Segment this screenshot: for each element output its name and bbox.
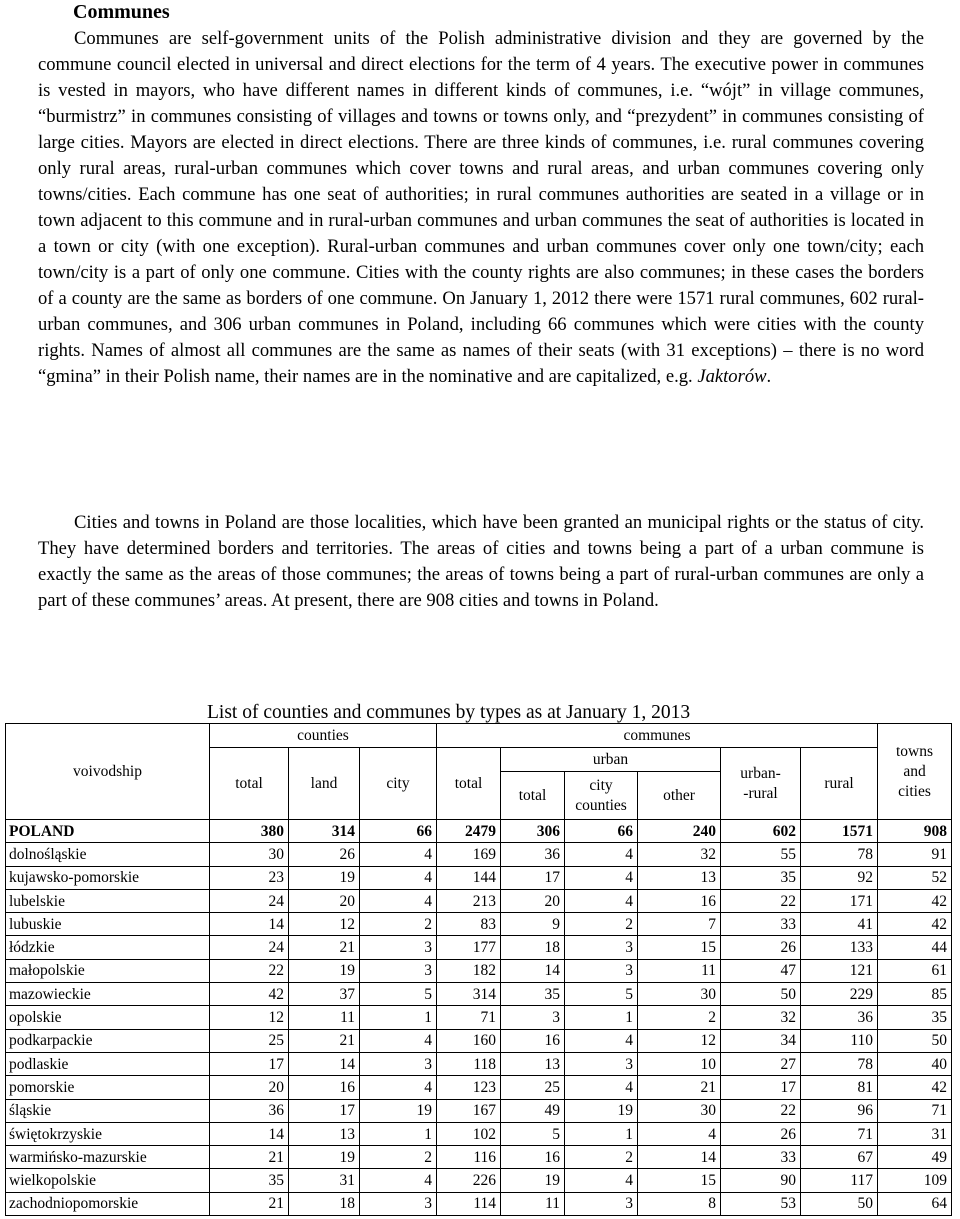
header-urban: urban	[501, 748, 721, 772]
table-cell: 17	[289, 1099, 360, 1122]
table-cell: 18	[289, 1192, 360, 1215]
table-cell: 12	[210, 1006, 289, 1029]
table-cell: 32	[721, 1006, 801, 1029]
table-cell: 27	[721, 1052, 801, 1075]
counties-communes-table	[5, 723, 952, 1216]
table-cell: 19	[289, 1146, 360, 1169]
table-cell: 3	[565, 936, 638, 959]
table-cell: 67	[801, 1146, 878, 1169]
table-cell: 16	[501, 1146, 565, 1169]
table-cell: 11	[638, 959, 721, 982]
table-cell: 85	[878, 983, 952, 1006]
table-cell: 31	[289, 1169, 360, 1192]
header-counties: counties	[210, 724, 437, 748]
table-row	[6, 1076, 952, 1099]
table-cell: 4	[360, 1029, 437, 1052]
voivodship-name: zachodniopomorskie	[6, 1192, 210, 1215]
table-cell: 26	[721, 936, 801, 959]
table-cell: 5	[501, 1122, 565, 1145]
table-caption: List of counties and communes by types as at January 1, 2013	[207, 702, 691, 723]
section-heading: Communes	[73, 1, 170, 23]
table-cell: 11	[289, 1006, 360, 1029]
table-cell: 32	[638, 843, 721, 866]
table-cell: 36	[801, 1006, 878, 1029]
table-cell: 160	[437, 1029, 501, 1052]
table-cell: 49	[878, 1146, 952, 1169]
table-cell: 1	[360, 1122, 437, 1145]
table-cell: 5	[360, 983, 437, 1006]
table-cell: 14	[501, 959, 565, 982]
table-cell: 15	[638, 936, 721, 959]
table-row	[6, 1006, 952, 1029]
table-cell: 3	[360, 959, 437, 982]
table-cell: 21	[289, 936, 360, 959]
table-cell: 21	[210, 1192, 289, 1215]
table-cell: 1	[565, 1006, 638, 1029]
table-cell: 92	[801, 866, 878, 889]
table-cell: 50	[801, 1192, 878, 1215]
table-cell: 71	[801, 1122, 878, 1145]
header-land: land	[289, 748, 360, 820]
table-cell: 96	[801, 1099, 878, 1122]
table-cell: 36	[210, 1099, 289, 1122]
table-cell: 12	[638, 1029, 721, 1052]
table-cell: 4	[565, 1029, 638, 1052]
table-cell: 24	[210, 889, 289, 912]
voivodship-name: pomorskie	[6, 1076, 210, 1099]
header-rural: rural	[801, 748, 878, 820]
table-cell: 35	[721, 866, 801, 889]
table-cell: 3	[360, 1192, 437, 1215]
header-voivodship: voivodship	[6, 724, 210, 820]
table-row	[6, 913, 952, 936]
table-cell: 2	[638, 1006, 721, 1029]
table-cell: 380	[210, 820, 289, 843]
voivodship-name: opolskie	[6, 1006, 210, 1029]
table-cell: 9	[501, 913, 565, 936]
table-cell: 30	[638, 1099, 721, 1122]
table-cell: 2	[360, 913, 437, 936]
table-cell: 52	[878, 866, 952, 889]
table-cell: 30	[638, 983, 721, 1006]
voivodship-name: lubelskie	[6, 889, 210, 912]
table-cell: 13	[289, 1122, 360, 1145]
header-towns-and-cities: towns and cities	[878, 724, 952, 820]
table-cell: 30	[210, 843, 289, 866]
table-cell: 21	[289, 1029, 360, 1052]
table-cell: 31	[878, 1122, 952, 1145]
table-cell: 13	[638, 866, 721, 889]
voivodship-name: POLAND	[6, 820, 210, 843]
header-counties-total: total	[210, 748, 289, 820]
table-row	[6, 1146, 952, 1169]
table-cell: 22	[721, 1099, 801, 1122]
table-cell: 18	[501, 936, 565, 959]
table-cell: 118	[437, 1052, 501, 1075]
header-communes: communes	[437, 724, 878, 748]
table-cell: 21	[210, 1146, 289, 1169]
table-cell: 4	[360, 889, 437, 912]
voivodship-name: dolnośląskie	[6, 843, 210, 866]
table-cell: 908	[878, 820, 952, 843]
voivodship-name: podlaskie	[6, 1052, 210, 1075]
table-cell: 306	[501, 820, 565, 843]
table-cell: 36	[501, 843, 565, 866]
table-cell: 4	[565, 1076, 638, 1099]
table-cell: 66	[360, 820, 437, 843]
table-cell: 61	[878, 959, 952, 982]
table-cell: 229	[801, 983, 878, 1006]
table-cell: 19	[289, 959, 360, 982]
table-cell: 177	[437, 936, 501, 959]
table-cell: 42	[878, 913, 952, 936]
table-cell: 3	[565, 1192, 638, 1215]
table-cell: 16	[289, 1076, 360, 1099]
table-cell: 83	[437, 913, 501, 936]
voivodship-name: śląskie	[6, 1099, 210, 1122]
table-cell: 16	[638, 889, 721, 912]
table-cell: 50	[878, 1029, 952, 1052]
table-cell: 21	[638, 1076, 721, 1099]
table-cell: 26	[289, 843, 360, 866]
table-cell: 26	[721, 1122, 801, 1145]
table-cell: 91	[878, 843, 952, 866]
voivodship-name: wielkopolskie	[6, 1169, 210, 1192]
table-cell: 49	[501, 1099, 565, 1122]
table-cell: 35	[501, 983, 565, 1006]
table-cell: 17	[721, 1076, 801, 1099]
table-row	[6, 843, 952, 866]
table-cell: 20	[289, 889, 360, 912]
table-cell: 4	[565, 843, 638, 866]
table-cell: 240	[638, 820, 721, 843]
table-cell: 182	[437, 959, 501, 982]
table-cell: 314	[437, 983, 501, 1006]
table-cell: 71	[878, 1099, 952, 1122]
paragraph-communes	[38, 26, 924, 390]
table-cell: 8	[638, 1192, 721, 1215]
table-cell: 7	[638, 913, 721, 936]
table-row	[6, 936, 952, 959]
table-cell: 602	[721, 820, 801, 843]
table-row	[6, 1029, 952, 1052]
paragraph-cities-towns	[38, 510, 924, 614]
voivodship-name: kujawsko-pomorskie	[6, 866, 210, 889]
table-row	[6, 889, 952, 912]
table-cell: 19	[565, 1099, 638, 1122]
table-cell: 1	[360, 1006, 437, 1029]
table-cell: 4	[360, 843, 437, 866]
table-cell: 2	[565, 913, 638, 936]
table-cell: 20	[210, 1076, 289, 1099]
table-cell: 4	[565, 889, 638, 912]
table-cell: 22	[721, 889, 801, 912]
voivodship-name: małopolskie	[6, 959, 210, 982]
table-row	[6, 983, 952, 1006]
table-row	[6, 866, 952, 889]
table-cell: 81	[801, 1076, 878, 1099]
table-cell: 25	[210, 1029, 289, 1052]
table-cell: 42	[878, 889, 952, 912]
table-cell: 117	[801, 1169, 878, 1192]
table-cell: 42	[210, 983, 289, 1006]
table-cell: 34	[721, 1029, 801, 1052]
table-cell: 25	[501, 1076, 565, 1099]
header-communes-total: total	[437, 748, 501, 820]
table-cell: 50	[721, 983, 801, 1006]
table-cell: 16	[501, 1029, 565, 1052]
table-cell: 35	[210, 1169, 289, 1192]
header-urban-rural: urban- -rural	[721, 748, 801, 820]
table-cell: 14	[289, 1052, 360, 1075]
table-cell: 133	[801, 936, 878, 959]
table-cell: 37	[289, 983, 360, 1006]
italic-text-run: Jaktorów	[697, 366, 767, 387]
table-cell: 114	[437, 1192, 501, 1215]
table-body	[6, 820, 952, 1216]
text-run: .	[766, 366, 772, 387]
table-cell: 4	[638, 1122, 721, 1145]
table-cell: 40	[878, 1052, 952, 1075]
voivodship-name: podkarpackie	[6, 1029, 210, 1052]
table-cell: 3	[501, 1006, 565, 1029]
table-cell: 15	[638, 1169, 721, 1192]
table-cell: 1571	[801, 820, 878, 843]
table-cell: 4	[565, 1169, 638, 1192]
table-cell: 3	[360, 936, 437, 959]
table-cell: 11	[501, 1192, 565, 1215]
table-row	[6, 820, 952, 843]
table-cell: 71	[437, 1006, 501, 1029]
table-cell: 1	[565, 1122, 638, 1145]
table-row	[6, 1169, 952, 1192]
voivodship-name: lubuskie	[6, 913, 210, 936]
table-cell: 22	[210, 959, 289, 982]
header-city-counties: city counties	[565, 772, 638, 820]
table-cell: 33	[721, 1146, 801, 1169]
table-cell: 4	[360, 1169, 437, 1192]
table-cell: 110	[801, 1029, 878, 1052]
table-cell: 121	[801, 959, 878, 982]
text-run: Communes are self-government units of the Polish administrative division and they are governed by the commune council elected in universal and direct elections for the term of 4 years. The executive power in communes is vested in mayors, who have different names in different kinds of communes, i.e. “wójt” in village communes, “burmistrz” in communes consisting of villages and towns or towns only, and “prezydent” in communes consisting of large cities. Mayors are elected in direct elections. There are three kinds of communes, i.e. rural communes covering only rural areas, rural-urban communes which cover towns and rural areas, and urban communes covering only towns/cities. Each commune has one seat of authorities; in rural communes authorities are seated in a village or in town adjacent to this commune and in rural-urban communes and urban communes the seat of authorities is located in a town or city (with one exception). Rural-urban communes and urban communes cover only one town/city; each town/city is a part of only one commune. Cities with the county rights are also communes; in these cases the borders of a county are the same as borders of one commune. On January 1, 2012 there were 1571 rural communes, 602 rural-urban communes, and 306 urban communes in Poland, including 66 communes which were cities with the county rights. Names of almost all communes are the same as names of their seats (with 31 exceptions) – there is no word “gmina” in their Polish name, their names are in the nominative and are capitalized, e.g.	[38, 28, 924, 387]
table-cell: 5	[565, 983, 638, 1006]
table-cell: 14	[210, 1122, 289, 1145]
table-cell: 169	[437, 843, 501, 866]
table-cell: 78	[801, 843, 878, 866]
table-cell: 53	[721, 1192, 801, 1215]
table-cell: 213	[437, 889, 501, 912]
table-cell: 90	[721, 1169, 801, 1192]
table-cell: 171	[801, 889, 878, 912]
table-cell: 64	[878, 1192, 952, 1215]
table-cell: 3	[360, 1052, 437, 1075]
table-cell: 78	[801, 1052, 878, 1075]
table-cell: 19	[360, 1099, 437, 1122]
table-cell: 109	[878, 1169, 952, 1192]
table-row	[6, 1052, 952, 1075]
table-row	[6, 1099, 952, 1122]
table-cell: 10	[638, 1052, 721, 1075]
table-cell: 14	[638, 1146, 721, 1169]
table-cell: 20	[501, 889, 565, 912]
table-cell: 2479	[437, 820, 501, 843]
table-cell: 12	[289, 913, 360, 936]
header-urban-total: total	[501, 772, 565, 820]
table-cell: 3	[565, 959, 638, 982]
table-cell: 66	[565, 820, 638, 843]
table-cell: 33	[721, 913, 801, 936]
table-cell: 2	[360, 1146, 437, 1169]
table-cell: 17	[210, 1052, 289, 1075]
header-city: city	[360, 748, 437, 820]
table-cell: 44	[878, 936, 952, 959]
table-cell: 167	[437, 1099, 501, 1122]
table-cell: 55	[721, 843, 801, 866]
voivodship-name: łódzkie	[6, 936, 210, 959]
table-cell: 42	[878, 1076, 952, 1099]
table-row	[6, 1122, 952, 1145]
table-cell: 226	[437, 1169, 501, 1192]
table-cell: 14	[210, 913, 289, 936]
table-cell: 17	[501, 866, 565, 889]
table-cell: 4	[360, 866, 437, 889]
table-cell: 24	[210, 936, 289, 959]
table-cell: 4	[360, 1076, 437, 1099]
table-cell: 19	[501, 1169, 565, 1192]
table-cell: 4	[565, 866, 638, 889]
table-row	[6, 959, 952, 982]
table-cell: 3	[565, 1052, 638, 1075]
table-cell: 2	[565, 1146, 638, 1169]
table-cell: 116	[437, 1146, 501, 1169]
table-row	[6, 1192, 952, 1215]
table-cell: 13	[501, 1052, 565, 1075]
header-other: other	[638, 772, 721, 820]
table-cell: 144	[437, 866, 501, 889]
table-cell: 35	[878, 1006, 952, 1029]
table-cell: 41	[801, 913, 878, 936]
voivodship-name: świętokrzyskie	[6, 1122, 210, 1145]
table-cell: 314	[289, 820, 360, 843]
table-cell: 47	[721, 959, 801, 982]
text-run: Cities and towns in Poland are those localities, which have been granted an municipal rights or the status of city. They have determined borders and territories. The areas of cities and towns being a part of a urban commune is exactly the same as the areas of those communes; the areas of towns being a part of rural-urban communes are only a part of these communes’ areas. At present, there are 908 cities and towns in Poland.	[38, 512, 924, 611]
table-cell: 102	[437, 1122, 501, 1145]
voivodship-name: mazowieckie	[6, 983, 210, 1006]
voivodship-name: warmińsko-mazurskie	[6, 1146, 210, 1169]
table-cell: 19	[289, 866, 360, 889]
table-cell: 123	[437, 1076, 501, 1099]
table-cell: 23	[210, 866, 289, 889]
